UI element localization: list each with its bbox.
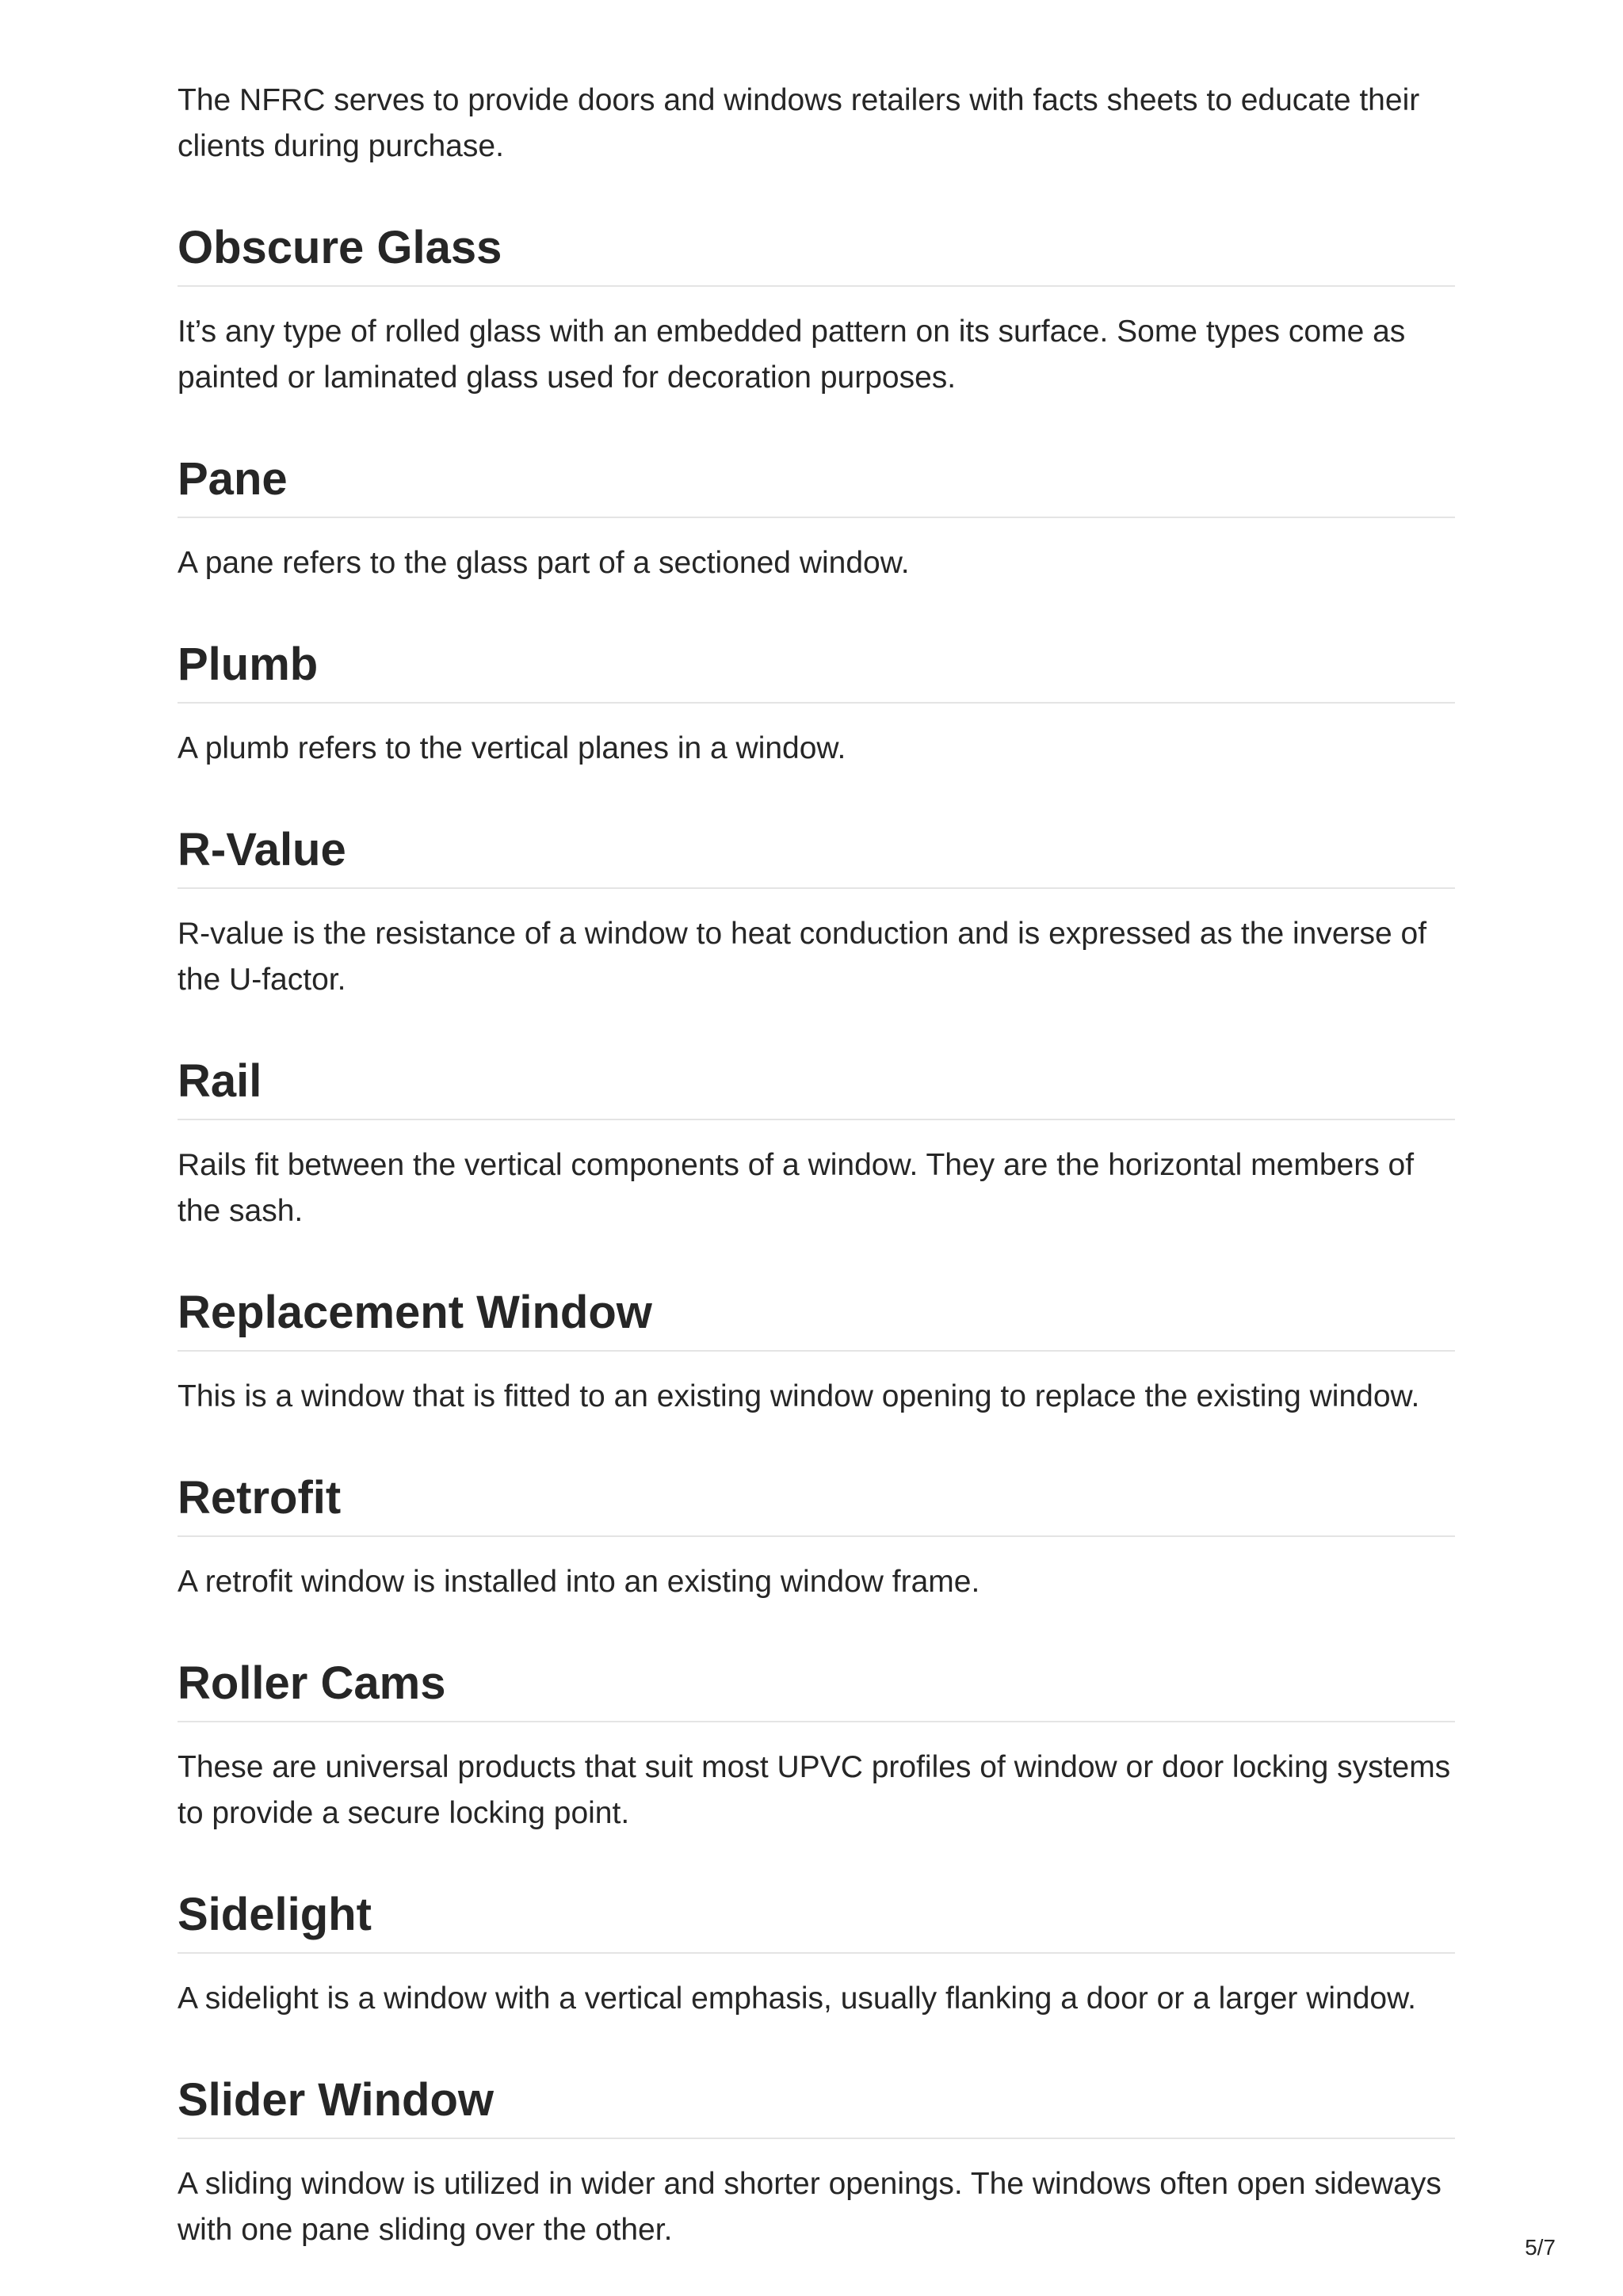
entry-heading: Rail: [178, 1054, 1455, 1120]
glossary-entry-roller-cams: [178, 1656, 1455, 1836]
entry-heading: Pane: [178, 452, 1455, 518]
entry-text: A pane refers to the glass part of a sectioned window.: [178, 546, 910, 580]
glossary-entry-retrofit: [178, 1470, 1455, 1605]
entry-heading: Plumb: [178, 637, 1455, 704]
entry-text: R-value is the resistance of a window to heat conduction and is expressed as the inverse of the U-factor.: [178, 917, 1427, 997]
entry-heading: R-Value: [178, 822, 1455, 889]
entry-heading: Sidelight: [178, 1887, 1455, 1954]
entry-heading: Slider Window: [178, 2073, 1455, 2139]
page-number: 5/7: [1525, 2235, 1556, 2260]
entry-heading: Obscure Glass: [178, 220, 1455, 287]
entry-heading: Retrofit: [178, 1470, 1455, 1537]
glossary-entry-pane: [178, 452, 1455, 586]
entry-text: It’s any type of rolled glass with an embedded pattern on its surface. Some types come as painted or laminated glass used for decoration purposes.: [178, 315, 1406, 395]
entry-text: A retrofit window is installed into an existing window frame.: [178, 1565, 980, 1599]
glossary-entry-r-value: [178, 822, 1455, 1003]
entry-text: A sidelight is a window with a vertical emphasis, usually flanking a door or a larger window.: [178, 1981, 1416, 2016]
entry-text: A plumb refers to the vertical planes in a window.: [178, 731, 846, 765]
glossary-entry-plumb: [178, 637, 1455, 772]
intro-paragraph: The NFRC serves to provide doors and windows retailers with facts sheets to educate their clients during purchase.: [178, 83, 1420, 163]
document-body: [178, 78, 1455, 2253]
entry-text: These are universal products that suit most UPVC profiles of window or door locking systems to provide a secure locking point.: [178, 1750, 1451, 1830]
entry-heading: Replacement Window: [178, 1285, 1455, 1352]
glossary-entry-sidelight: [178, 1887, 1455, 2022]
entry-text: A sliding window is utilized in wider and shorter openings. The windows often open sideways with one pane sliding over the other.: [178, 2167, 1442, 2247]
glossary-entry-slider-window: [178, 2073, 1455, 2253]
glossary-entry-replacement-window: [178, 1285, 1455, 1420]
glossary-entry-rail: [178, 1054, 1455, 1234]
glossary-entry-obscure-glass: [178, 220, 1455, 401]
entry-heading: Roller Cams: [178, 1656, 1455, 1722]
entry-text: Rails fit between the vertical components of a window. They are the horizontal members of the sash.: [178, 1148, 1415, 1228]
entry-text: This is a window that is fitted to an existing window opening to replace the existing window.: [178, 1379, 1420, 1413]
